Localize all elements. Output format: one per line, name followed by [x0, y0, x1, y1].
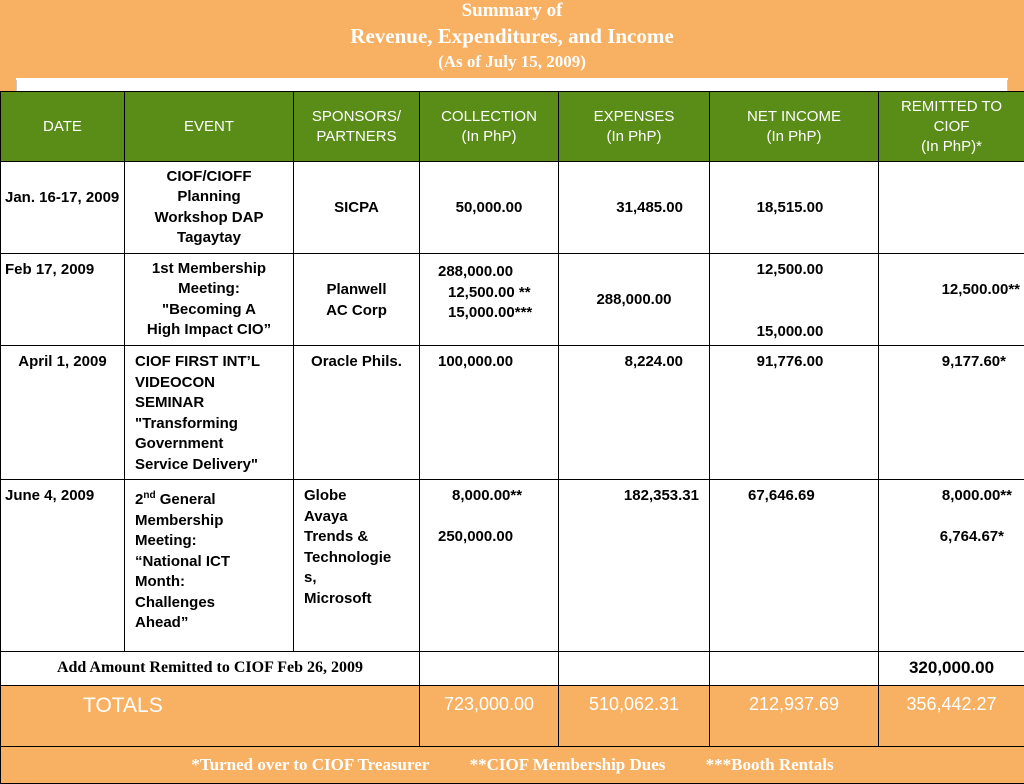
cell-line: "Becoming A [129, 300, 289, 321]
cell-line: Planning [129, 187, 289, 208]
totals-label: TOTALS [1, 686, 420, 747]
cell-net-income: 18,515.00 [710, 162, 879, 254]
col-header-line: EXPENSES [563, 107, 705, 127]
cell-event [125, 162, 294, 254]
cell-net-income [710, 254, 879, 346]
cell-remitted: 12,500.00** [879, 254, 1024, 346]
cell-line: SEMINAR [135, 393, 289, 414]
event-ordinal-suffix: nd [143, 490, 155, 501]
cell-line: Microsoft [304, 589, 415, 610]
cell-line: High Impact CIO” [129, 320, 289, 341]
cell-expenses: 182,353.31 [559, 480, 710, 652]
cell-expenses: 31,485.00 [559, 162, 710, 254]
cell-empty [420, 652, 559, 686]
cell-line: Meeting: [129, 279, 289, 300]
cell-line: Service Delivery" [135, 455, 289, 476]
cell-line: 8,000.00** [883, 486, 1012, 507]
col-header-line: (In PhP) [563, 127, 705, 147]
cell-sponsors [294, 254, 420, 346]
footnote: *Turned over to CIOF Treasurer [191, 755, 429, 776]
cell-date: Feb 17, 2009 [1, 254, 125, 346]
cell-event [125, 346, 294, 480]
cell-collection [420, 254, 559, 346]
cell-date: Jan. 16-17, 2009 [1, 162, 125, 254]
footnote: ***Booth Rentals [706, 755, 834, 776]
cell-remitted [879, 162, 1024, 254]
cell-line: s, [304, 568, 415, 589]
cell-line: 6,764.67* [883, 527, 1012, 548]
cell-expenses: 8,224.00 [559, 346, 710, 480]
total-net-income: 212,937.69 [710, 686, 879, 747]
col-header-expenses [559, 92, 710, 162]
col-header-line: REMITTED TO [883, 97, 1020, 117]
cell-line: Membership [135, 511, 289, 532]
col-header-collection [420, 92, 559, 162]
col-header-line: NET INCOME [714, 107, 874, 127]
table-row [1, 254, 1024, 346]
cell-line: 288,000.00 [438, 262, 554, 283]
cell-line: Trends & [304, 527, 415, 548]
cell-sponsors [294, 480, 420, 652]
summary-table [0, 91, 1024, 784]
table-header-row [1, 92, 1024, 162]
title-block [0, 0, 1024, 80]
total-remitted: 356,442.27 [879, 686, 1024, 747]
total-collection: 723,000.00 [420, 686, 559, 747]
col-header-date: DATE [1, 92, 125, 162]
title-line-2: Revenue, Expenditures, and Income [0, 22, 1024, 50]
col-header-line: CIOF [883, 117, 1020, 137]
cell-event [125, 480, 294, 652]
totals-row [1, 686, 1024, 747]
cell-line: Globe [304, 486, 415, 507]
cell-empty [559, 652, 710, 686]
col-header-event: EVENT [125, 92, 294, 162]
col-header-sponsors [294, 92, 420, 162]
remit-amount: 320,000.00 [879, 652, 1024, 686]
cell-line: 12,500.00 [714, 260, 866, 281]
cell-net-income: 67,646.69 [710, 480, 879, 652]
cell-spacer [883, 507, 1012, 527]
footnote: **CIOF Membership Dues [470, 755, 666, 776]
cell-line: CIOF/CIOFF [129, 167, 289, 188]
cell-line [135, 486, 289, 511]
title-line-1: Summary of [0, 0, 1024, 22]
cell-empty [710, 652, 879, 686]
col-header-line: (In PhP)* [883, 137, 1020, 157]
cell-sponsors: Oracle Phils. [294, 346, 420, 480]
cell-line: Meeting: [135, 531, 289, 552]
cell-collection [420, 480, 559, 652]
table-row [1, 480, 1024, 652]
cell-line: Ahead” [135, 613, 289, 634]
cell-line: “National ICT [135, 552, 289, 573]
cell-line: 8,000.00** [438, 486, 554, 507]
cell-event [125, 254, 294, 346]
table-row [1, 162, 1024, 254]
table-row [1, 346, 1024, 480]
cell-net-income: 91,776.00 [710, 346, 879, 480]
cell-line: Month: [135, 572, 289, 593]
cell-line: Government [135, 434, 289, 455]
cell-spacer [714, 281, 866, 322]
cell-line: 15,000.00*** [438, 303, 554, 324]
event-first-word: General [160, 491, 216, 508]
cell-line: Challenges [135, 593, 289, 614]
cell-line: 15,000.00 [714, 322, 866, 343]
col-header-line: PARTNERS [298, 127, 415, 147]
total-expenses: 510,062.31 [559, 686, 710, 747]
cell-line: 12,500.00 ** [438, 283, 554, 304]
cell-expenses: 288,000.00 [559, 254, 710, 346]
cell-line: VIDEOCON [135, 373, 289, 394]
cell-line: 1st Membership [129, 259, 289, 280]
cell-line: Planwell [298, 280, 415, 301]
col-header-line: COLLECTION [424, 107, 554, 127]
col-header-line: (In PhP) [714, 127, 874, 147]
remit-row [1, 652, 1024, 686]
col-header-line: (In PhP) [424, 127, 554, 147]
cell-line: Avaya [304, 507, 415, 528]
cell-line: CIOF FIRST INT’L [135, 352, 289, 373]
remit-label: Add Amount Remitted to CIOF Feb 26, 2009 [1, 652, 420, 686]
cell-remitted: 9,177.60* [879, 346, 1024, 480]
cell-spacer [438, 507, 554, 527]
col-header-remitted [879, 92, 1024, 162]
cell-collection: 50,000.00 [420, 162, 559, 254]
col-header-line: SPONSORS/ [298, 107, 415, 127]
cell-sponsors: SICPA [294, 162, 420, 254]
cell-line: Workshop DAP [129, 208, 289, 229]
title-line-3: (As of July 15, 2009) [0, 50, 1024, 74]
cell-date: April 1, 2009 [1, 346, 125, 480]
cell-line: AC Corp [298, 301, 415, 322]
col-header-net-income [710, 92, 879, 162]
cell-line: Technologie [304, 548, 415, 569]
footnote-row [1, 747, 1024, 784]
cell-date: June 4, 2009 [1, 480, 125, 652]
event-ordinal: 2 [135, 491, 143, 508]
cell-line: Tagaytay [129, 228, 289, 249]
cell-collection: 100,000.00 [420, 346, 559, 480]
cell-line: 250,000.00 [438, 527, 554, 548]
footnotes [1, 747, 1024, 784]
cell-remitted [879, 480, 1024, 652]
cell-line: "Transforming [135, 414, 289, 435]
